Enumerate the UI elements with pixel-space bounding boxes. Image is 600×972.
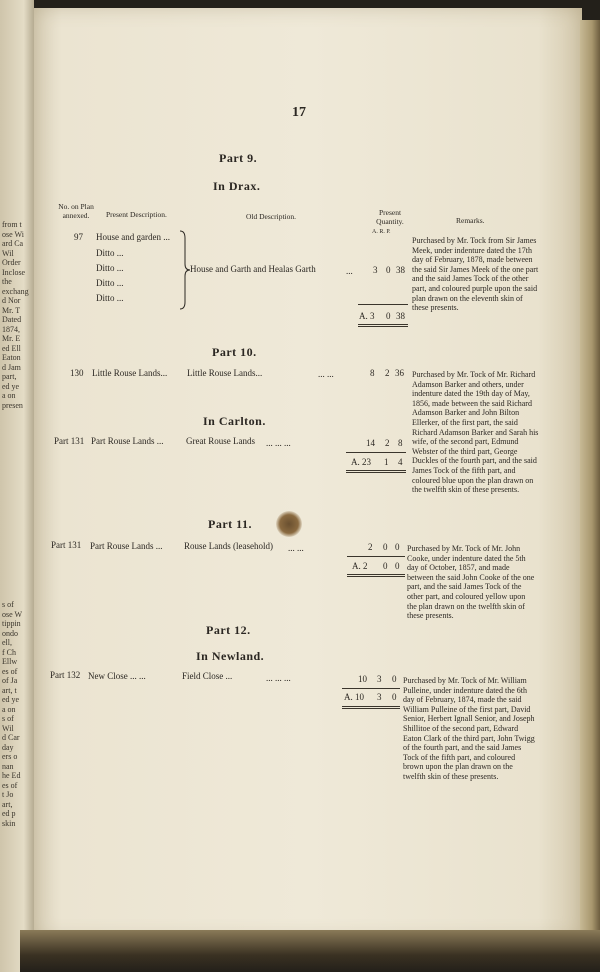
part12-double-rule-1 — [342, 706, 400, 707]
facing-page-text: ers o — [2, 752, 18, 761]
part10-dots: ... ... — [318, 369, 334, 379]
document-page — [34, 8, 582, 938]
facing-page-text: 1874, — [2, 324, 20, 334]
facing-page-text: Mr. T — [2, 305, 21, 315]
part10-remarks: Purchased by Mr. Tock of Mr. Richard Adamson Barker and others, under indenture dated the 19th day of May, 1856, made between the said Richard Adamson Barker and John Bilton Ellerker, of the first part, the said Richard Adamson Barker and Sarah his wife, of the second part, Edmund Webster of the third part, George Duckles of the fourth part, and the said James Tock of the fifth part, and coloured blue upon the plan drawn on the twelfth skin of these presents. — [412, 370, 539, 495]
header-present: Present Description. — [106, 210, 167, 219]
part10-qty-r: 2 — [385, 368, 390, 378]
header-quantity: Present Quantity. — [376, 208, 404, 226]
facing-page-text: ard Ca — [2, 239, 24, 248]
facing-page-text: exchang — [2, 286, 29, 296]
part11-dots: ... ... — [288, 543, 304, 553]
part11-total-p: 0 — [395, 561, 400, 571]
part11-qty-a: 2 — [368, 542, 373, 552]
part9-double-rule-1 — [358, 324, 408, 325]
part9-total-a: A. 3 — [359, 311, 375, 321]
part12-qty-r: 3 — [377, 674, 382, 684]
part11-double-rule-1 — [347, 574, 405, 575]
facing-page-text: es of — [2, 666, 18, 676]
header-arp: A. R. P. — [372, 229, 391, 235]
facing-page-text: a on — [2, 391, 16, 400]
part10-double-rule-1 — [346, 470, 406, 471]
facing-page-text: ed Ell — [2, 343, 21, 353]
header-old: Old Description. — [246, 212, 296, 221]
facing-page-text: Eaton — [2, 353, 21, 362]
part10-qty-p: 36 — [395, 368, 404, 378]
part11-plan: Part 131 — [51, 540, 82, 550]
facing-page-text: art, t — [2, 685, 17, 695]
facing-page-text: es of — [2, 780, 18, 790]
facing-page-text: from t — [2, 220, 22, 229]
facing-page-text: f Ch — [2, 647, 16, 657]
part10-plan: 130 — [70, 368, 84, 378]
ink-stain — [276, 511, 302, 537]
part9-total-p: 38 — [396, 311, 405, 321]
header-plan-no: No. on Plan annexed. — [58, 202, 94, 220]
part9-row-4: Ditto ... — [96, 278, 124, 288]
facing-page-text: skin — [2, 818, 16, 828]
facing-page-text: the — [2, 277, 12, 286]
part10-rule — [346, 452, 406, 453]
facing-page-text: ed ye — [2, 695, 20, 704]
part12-dots: ... ... ... — [266, 673, 291, 683]
part10-plan-2: Part 131 — [54, 436, 85, 446]
part9-double-rule-2 — [358, 326, 408, 327]
part11-total-r: 0 — [383, 561, 388, 571]
part10-double-rule-2 — [346, 472, 406, 473]
part10-qty2-a: 14 — [366, 438, 375, 448]
part12-old: Field Close ... — [182, 671, 233, 681]
part12-present: New Close ... ... — [88, 671, 146, 681]
facing-page-text: s of — [2, 600, 14, 609]
facing-page-text: d Car — [2, 733, 20, 742]
facing-page-text: presen — [2, 400, 23, 410]
facing-page-text: Inclose — [2, 267, 26, 277]
part9-row-5: Ditto ... — [96, 293, 124, 303]
facing-page-text: day — [2, 742, 14, 752]
part12-total-r: 3 — [377, 692, 382, 702]
part10-total-r: 1 — [384, 457, 389, 467]
carlton-place: In Carlton. — [203, 414, 266, 428]
part12-total-a: A. 10 — [344, 692, 364, 702]
part11-old: Rouse Lands (leasehold) — [184, 541, 273, 551]
part12-total-p: 0 — [392, 692, 397, 702]
part12-qty-a: 10 — [358, 674, 367, 684]
part10-present-2: Part Rouse Lands ... — [91, 436, 164, 446]
facing-page-text: tippin — [2, 619, 21, 628]
part12-qty-p: 0 — [392, 674, 397, 684]
facing-page-text: Order — [2, 258, 21, 267]
facing-page-text: Ellw — [2, 657, 18, 666]
part10-qty-a: 8 — [370, 368, 375, 378]
book-edge — [580, 20, 600, 950]
book-bottom-edge — [20, 930, 600, 972]
facing-page-text: a on — [2, 704, 16, 714]
part10-total-p: 4 — [398, 457, 403, 467]
part9-title: Part 9. — [219, 151, 258, 165]
part9-plan: 97 — [74, 232, 83, 242]
facing-page-text: ondo — [2, 628, 18, 638]
facing-page-text: of Ja — [2, 676, 18, 685]
header-remarks: Remarks. — [456, 216, 485, 225]
facing-page-text: d Jam — [2, 362, 21, 372]
part10-qty2-r: 2 — [385, 438, 390, 448]
part11-rule — [347, 556, 405, 557]
part9-place: In Drax. — [213, 179, 261, 193]
grouping-brace — [177, 230, 191, 310]
part9-qty-p: 38 — [396, 265, 405, 275]
part11-double-rule-2 — [347, 576, 405, 577]
part12-place: In Newland. — [196, 649, 265, 663]
part10-total-a: A. 23 — [351, 457, 371, 467]
part9-dots: ... — [346, 266, 353, 276]
part9-row-3: Ditto ... — [96, 263, 124, 273]
part9-qty-a: 3 — [373, 265, 378, 275]
part10-title: Part 10. — [212, 345, 257, 359]
part12-remarks: Purchased by Mr. Tock of Mr. William Pulleine, under indenture dated the 6th day of February, 1874, made the said William Pulleine of the first part, David Senior, Herbert Ignall Senior, and Joseph Shillitoe of the second part, Edward Eaton Clark of the third part, John Twigg of the fourth part, and the said James Tock of the fifth part, and coloured brown upon the plan drawn on the twelfth skin of these presents. — [403, 676, 535, 781]
part9-qty-r: 0 — [386, 265, 391, 275]
facing-page-text: ose W — [2, 609, 23, 619]
part12-title: Part 12. — [206, 623, 251, 637]
part9-remarks: Purchased by Mr. Tock from Sir James Meek, under indenture dated the 17th day of February, 1878, made between the said Sir James Meek of the one part and the said James Tock of the other part, and coloured purple upon the said plan drawn on the eleventh skin of these presents. — [412, 236, 539, 313]
part10-old-2: Great Rouse Lands — [186, 436, 255, 446]
facing-page-text: he Ed — [2, 771, 21, 780]
facing-page-text: Dated — [2, 315, 22, 324]
part10-old: Little Rouse Lands... — [187, 368, 263, 378]
part11-remarks: Purchased by Mr. Tock of Mr. John Cooke, under indenture dated the 5th day of October, 1857, and made between the said John Cooke of the one part, and the said James Tock of the other part, and coloured yellow upon the plan drawn on the twelfth skin of these presents. — [407, 544, 535, 621]
part12-rule — [342, 688, 400, 689]
facing-page-text: art, — [2, 799, 13, 809]
facing-page-text: d Nor — [2, 296, 21, 305]
facing-page-text: t Jo — [2, 790, 14, 799]
facing-page-text: Wil — [2, 723, 14, 733]
part9-rule — [358, 304, 408, 305]
facing-page-text: ose Wi — [2, 229, 24, 239]
part9-old: House and Garth and Healas Garth — [190, 264, 316, 274]
facing-page-text: Wil — [2, 248, 14, 258]
facing-page-text: nan — [2, 761, 14, 771]
part9-row-1: House and garden ... — [96, 232, 170, 242]
part9-row-2: Ditto ... — [96, 248, 124, 258]
part12-plan: Part 132 — [50, 670, 81, 680]
facing-page-text: ed ye — [2, 381, 20, 391]
part11-title: Part 11. — [208, 517, 252, 531]
part12-double-rule-2 — [342, 708, 400, 709]
page-number: 17 — [292, 105, 306, 120]
part11-qty-r: 0 — [383, 542, 388, 552]
facing-page-text: ell, — [2, 638, 12, 647]
part11-total-a: A. 2 — [352, 561, 368, 571]
facing-page-text: Mr. E — [2, 334, 21, 343]
part10-dots-2: ... ... ... — [266, 438, 291, 448]
part10-present: Little Rouse Lands... — [92, 368, 168, 378]
part11-qty-p: 0 — [395, 542, 400, 552]
facing-page-fragment — [0, 0, 34, 972]
part10-qty2-p: 8 — [398, 438, 403, 448]
facing-page-text: s of — [2, 714, 14, 723]
part9-total-r: 0 — [386, 311, 391, 321]
part11-present: Part Rouse Lands ... — [90, 541, 163, 551]
facing-page-text: ed p — [2, 809, 16, 818]
facing-page-text: part, — [2, 372, 17, 381]
